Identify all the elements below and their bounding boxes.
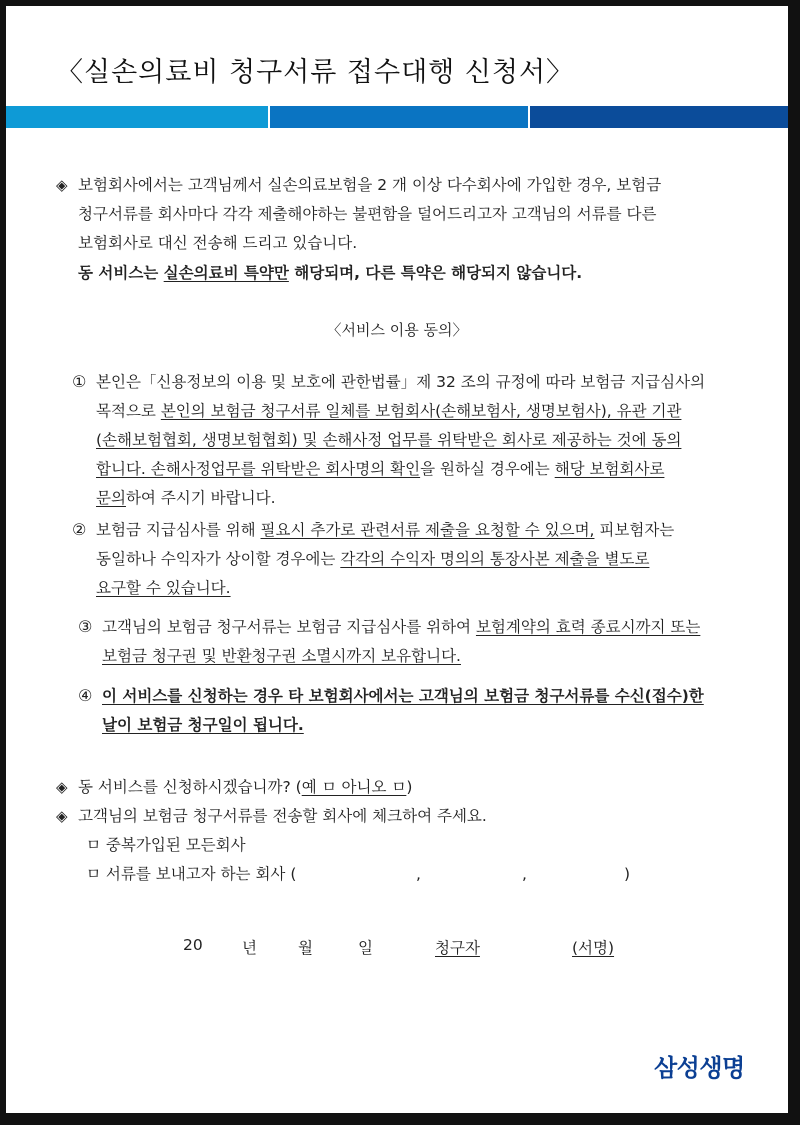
item-underlined-text: 각각의 수익자 명의의 통장사본 제출을 별도로 — [340, 550, 650, 568]
intro-line: 청구서류를 회사마다 각각 제출해야하는 불편함을 덜어드리고자 고객님의 서류를 다른 — [78, 205, 657, 223]
item-text: 하여 주시기 바랍니다. — [125, 489, 276, 507]
intro-notice — [78, 259, 582, 288]
company-separator: , — [416, 865, 421, 883]
intro-paragraph — [78, 171, 661, 258]
item-text: 을 원하실 경우에는 — [420, 460, 555, 478]
service-question — [78, 773, 412, 802]
item-underlined-text: 요구할 수 있습니다. — [96, 579, 231, 597]
item-underlined-text: 필요시 추가로 관련서류 제출을 요청할 수 있으며, — [260, 521, 595, 539]
option-all-companies[interactable] — [86, 831, 246, 860]
intro-line: 보험회사로 대신 전송해 드리고 있습니다. — [78, 234, 358, 252]
header-bar-dark — [530, 106, 788, 128]
form-page — [6, 6, 788, 1113]
header-bar-mid — [270, 106, 528, 128]
question-text: 동 서비스를 신청하시겠습니까? ( — [78, 778, 302, 796]
company-list-close: ) — [624, 865, 631, 883]
consent-item-1 — [96, 368, 705, 513]
item-underlined-text: 본인의 보험금 청구서류 일체를 보험회사(손해보험사, 생명보험사), 유관 기관 — [160, 402, 682, 420]
item-underlined-text: 보험계약의 효력 종료시까지 또는 — [475, 618, 701, 636]
item-underlined-text: 해당 보험회사로 — [554, 460, 665, 478]
option-label: 중복가입된 모든회사 — [105, 836, 246, 854]
option-selected-companies[interactable] — [86, 860, 646, 889]
sign-year-unit: 년 — [242, 939, 257, 957]
item-number: ④ — [78, 686, 93, 705]
header-bar-light — [6, 106, 268, 128]
company-separator: , — [522, 865, 527, 883]
sign-day-unit: 일 — [358, 939, 373, 957]
option-label: 서류를 보내고자 하는 회사 ( — [105, 865, 297, 883]
item-text: 보험금 지급심사를 위해 — [96, 521, 261, 539]
item-underlined-text: 날이 보험금 청구일이 됩니다. — [102, 716, 304, 734]
yes-no-checkboxes[interactable]: 예 ㅁ 아니오 ㅁ — [301, 778, 407, 796]
item-number: ② — [72, 520, 87, 539]
item-underlined-text: 문의 — [96, 489, 126, 507]
consent-heading: 〈서비스 이용 동의〉 — [326, 321, 468, 339]
consent-item-3 — [102, 613, 700, 671]
notice-suffix: 해당되며, 다른 특약은 해당되지 않습니다. — [288, 264, 583, 282]
checkbox-icon[interactable]: ㅁ — [86, 865, 101, 883]
signature-label: (서명) — [572, 939, 615, 957]
notice-emphasis: 실손의료비 특약만 — [163, 264, 289, 282]
form-title: 〈실손의료비 청구서류 접수대행 신청서〉 — [56, 57, 575, 88]
item-text: 동일하나 수익자가 상이할 경우에는 — [96, 550, 341, 568]
sign-month-unit: 월 — [298, 939, 313, 957]
item-underlined-text: 보험금 청구권 및 반환청구권 소멸시까지 보유합니다. — [102, 647, 461, 665]
company-logo: 삼성생명 — [654, 1054, 745, 1082]
consent-item-2 — [96, 516, 674, 603]
intro-line: 보험회사에서는 고객님께서 실손의료보험을 2 개 이상 다수회사에 가입한 경우, 보험금 — [78, 176, 662, 194]
notice-prefix: 동 서비스는 — [78, 264, 164, 282]
item-text: 피보험자는 — [594, 521, 675, 539]
item-text: 목적으로 — [96, 402, 161, 420]
item-underlined-text: (손해보험협회, 생명보험협회) 및 손해사정 업무를 위탁받은 회사로 제공하는 것에 동의 — [96, 431, 682, 449]
item-line: 본인은「신용정보의 이용 및 보호에 관한법률」제 32 조의 규정에 따라 보험금 지급심사의 — [96, 373, 706, 391]
item-underlined-text: 이 서비스를 신청하는 경우 타 보험회사에서는 고객님의 보험금 청구서류를 수신(접수)한 — [102, 687, 704, 705]
bullet-diamond-icon: ◈ — [56, 176, 68, 194]
consent-item-4 — [102, 682, 704, 740]
question-close: ) — [406, 778, 413, 796]
bullet-diamond-icon: ◈ — [56, 807, 68, 825]
check-instruction: 고객님의 보험금 청구서류를 전송할 회사에 체크하여 주세요. — [78, 807, 487, 825]
checkbox-icon[interactable]: ㅁ — [86, 836, 101, 854]
item-number: ① — [72, 372, 87, 391]
item-text: 고객님의 보험금 청구서류는 보험금 지급심사를 위하여 — [102, 618, 476, 636]
sign-year: 20 — [183, 936, 203, 954]
bullet-diamond-icon: ◈ — [56, 778, 68, 796]
item-number: ③ — [78, 617, 93, 636]
claimant-label: 청구자 — [435, 939, 480, 957]
item-underlined-text: 합니다. 손해사정업무를 위탁받은 회사명의 확인 — [96, 460, 421, 478]
